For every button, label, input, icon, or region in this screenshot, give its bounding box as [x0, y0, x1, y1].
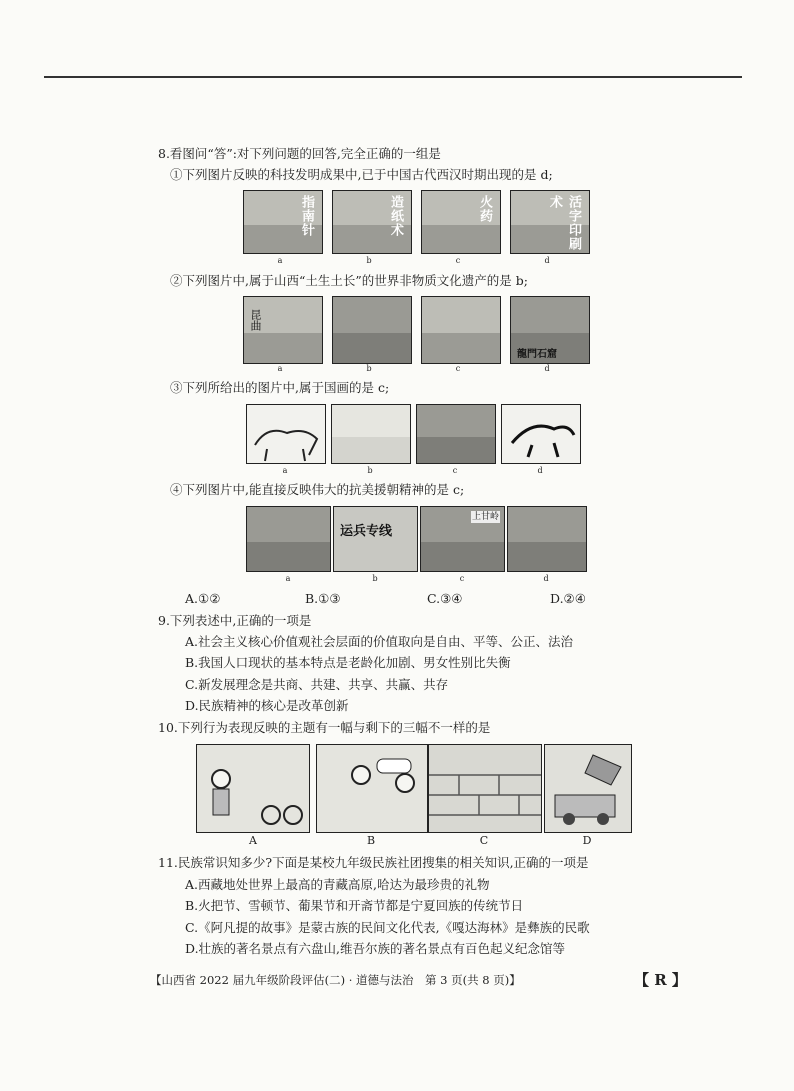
page-footer: 【山西省 2022 届九年级阶段评估(二) · 道德与法治 第 3 页(共 8 页)】 [150, 973, 521, 987]
q8-s1-image-b: 造纸术 [332, 190, 412, 254]
ox-sketch-icon [247, 405, 325, 463]
q8-s4-image-d [507, 506, 587, 572]
q8-s3-label-b: b [367, 466, 373, 475]
q8-s4-label-a: a [285, 574, 291, 583]
q8-s4-label-b: b [372, 574, 378, 583]
q9-option-a[interactable]: A.社会主义核心价值观社会层面的价值取向是自由、平等、公正、法治 [185, 634, 574, 649]
q8-s3-image-c [416, 404, 496, 464]
q8-s2-label-c: c [455, 364, 461, 373]
q8-s2-image-b [332, 296, 412, 364]
q8-s4-image-c: 上甘岭 [420, 506, 505, 572]
q8-s2-label-b: b [366, 364, 372, 373]
q8-s3-label-c: c [452, 466, 458, 475]
bicycle-cartoon-icon [197, 745, 309, 832]
q9-option-c[interactable]: C.新发展理念是共商、共建、共享、共赢、共存 [185, 677, 449, 692]
q8-option-d[interactable]: D.②④ [550, 591, 586, 606]
q10-label-a: A [249, 834, 257, 847]
q9-option-d[interactable]: D.民族精神的核心是改革创新 [185, 698, 349, 713]
q8-s1-label-b: b [366, 256, 372, 265]
q8-stem: 8.看图问“答”:对下列问题的回答,完全正确的一组是 [158, 146, 441, 161]
q8-s3-image-b [331, 404, 411, 464]
q8-s1-label-d: d [544, 256, 550, 265]
q8-option-b[interactable]: B.①③ [305, 591, 341, 606]
q11-option-d[interactable]: D.壮族的著名景点有六盘山,维吾尔族的著名景点有百色起义纪念馆等 [185, 941, 566, 956]
q8-s2-image-a: 昆曲 [243, 296, 323, 364]
q8-s4-label-d: d [543, 574, 549, 583]
q11-option-c[interactable]: C.《阿凡提的故事》是蒙古族的民间文化代表,《嘎达海林》是彝族的民歌 [185, 920, 590, 935]
q10-label-b: B [366, 834, 376, 847]
q8-s3-label-d: d [537, 466, 543, 475]
q8-sub3: ③下列所给出的图片中,属于国画的是 c; [170, 380, 390, 395]
q8-sub1: ①下列图片反映的科技发明成果中,已于中国古代西汉时期出现的是 d; [170, 167, 553, 182]
vehicle-cartoon-icon [545, 745, 631, 832]
q8-s2-image-d: 龍門石窟 [510, 296, 590, 364]
top-rule [44, 76, 742, 78]
q10-stem: 10.下列行为表现反映的主题有一幅与剩下的三幅不一样的是 [158, 720, 491, 735]
wall-cartoon-icon [429, 745, 541, 832]
q10-image-a [196, 744, 310, 833]
q11-option-b[interactable]: B.火把节、雪顿节、葡果节和开斋节都是宁夏回族的传统节日 [185, 898, 524, 913]
bull-sketch-icon [502, 405, 580, 463]
q8-s3-image-d [501, 404, 581, 464]
q8-s2-label-a: a [277, 364, 283, 373]
q10-image-d [544, 744, 632, 833]
q8-s1-image-a: 指南针 [243, 190, 323, 254]
q8-option-c[interactable]: C.③④ [427, 591, 463, 606]
q8-s1-image-c: 火药 [421, 190, 501, 254]
q10-image-c [428, 744, 542, 833]
q8-s2-label-d: d [544, 364, 550, 373]
q10-label-d: D [582, 834, 592, 847]
q8-sub4: ④下列图片中,能直接反映伟大的抗美援朝精神的是 c; [170, 482, 465, 497]
q8-option-a[interactable]: A.①② [185, 591, 221, 606]
q8-s4-image-a [246, 506, 331, 572]
q8-s3-label-a: a [282, 466, 288, 475]
q11-option-a[interactable]: A.西藏地处世界上最高的青藏高原,哈达为最珍贵的礼物 [185, 877, 490, 892]
q10-label-c: C [479, 834, 489, 847]
q9-option-b[interactable]: B.我国人口现状的基本特点是老龄化加剧、男女性别比失衡 [185, 655, 511, 670]
q9-stem: 9.下列表述中,正确的一项是 [158, 613, 312, 628]
q8-s3-image-a [246, 404, 326, 464]
q8-s4-label-c: c [459, 574, 465, 583]
q8-s1-image-d: 活字印刷术 [510, 190, 590, 254]
people-cartoon-icon [317, 745, 427, 832]
q10-image-b [316, 744, 428, 833]
q8-s2-image-c [421, 296, 501, 364]
q11-stem: 11.民族常识知多少?下面是某校九年级民族社团搜集的相关知识,正确的一项是 [158, 855, 589, 870]
q8-sub2: ②下列图片中,属于山西“土生土长”的世界非物质文化遗产的是 b; [170, 273, 528, 288]
version-badge: 【 R 】 [634, 971, 687, 989]
q8-s4-image-b: 运兵专线 [333, 506, 418, 572]
q8-s1-label-a: a [277, 256, 283, 265]
q8-s1-label-c: c [455, 256, 461, 265]
